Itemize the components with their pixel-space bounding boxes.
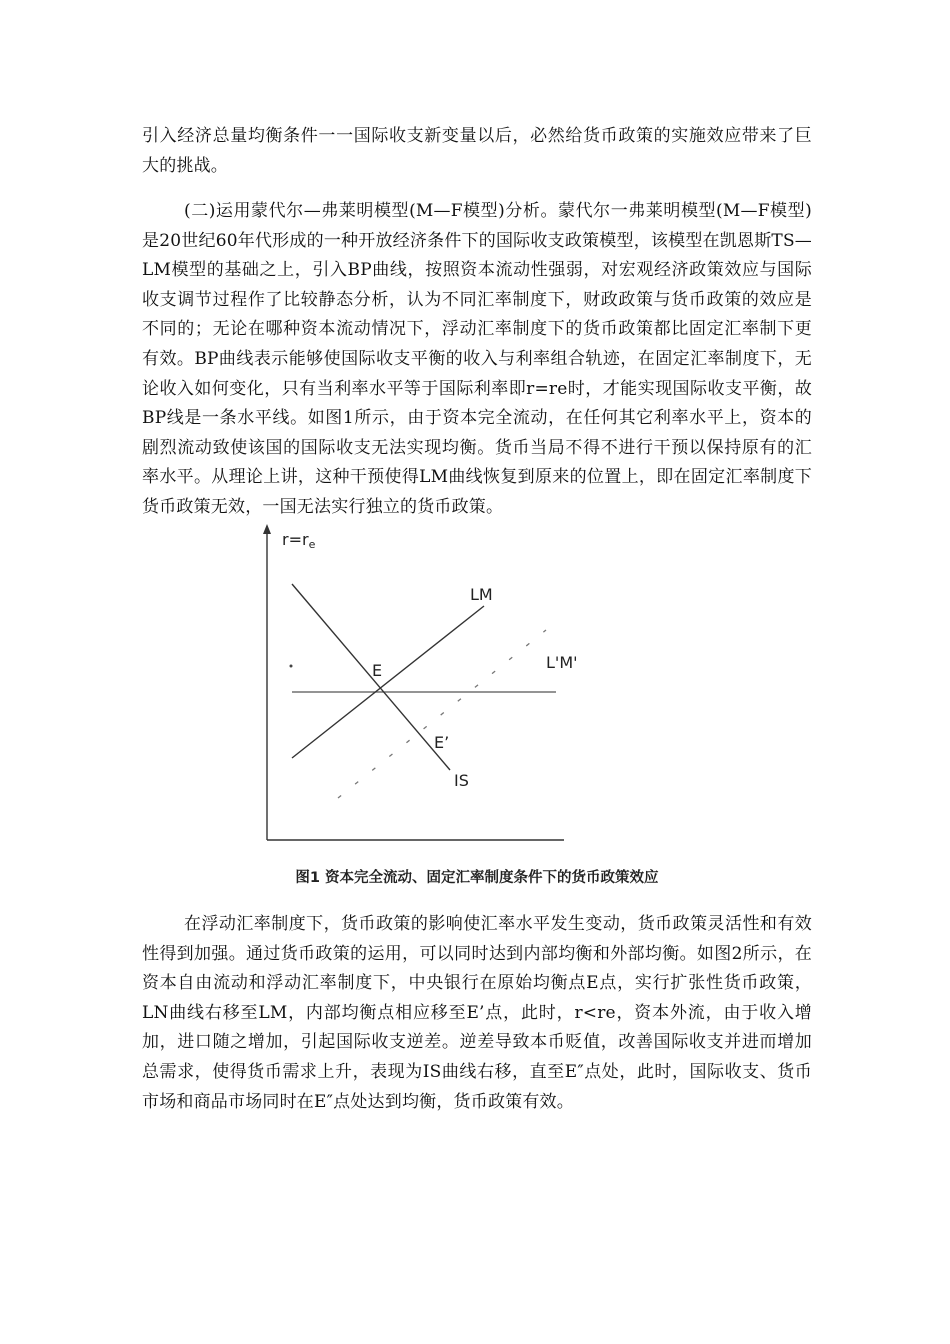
- point-e-prime-label: E’: [434, 733, 450, 752]
- y-axis-label: r=re: [282, 530, 316, 551]
- point-e-label: E: [372, 661, 383, 680]
- lm-curve: [292, 606, 484, 758]
- paragraph-3: 在浮动汇率制度下，货币政策的影响使汇率水平发生变动，货币政策灵活性和有效性得到加强。通过货币政策的运用，可以同时达到内部均衡和外部均衡。如图2所示，在资本自由流动和浮动汇率制度下，中央银行在原始均衡点E点，实行扩张性货币政策，LN曲线右移至LM，内部均衡点相应移至E’点，此时，r<re，资本外流，由于收入增加，进口随之增加，引起国际收支逆差。逆差导致本币贬值，改善国际收支并进而增加总需求，使得货币需求上升，表现为IS曲线右移，直至E″点处，此时，国际收支、货币市场和商品市场同时在E″点处达到均衡，货币政策有效。: [142, 914, 812, 1112]
- paragraph-1: 引入经济总量均衡条件一一国际收支新变量以后，必然给货币政策的实施效应带来了巨大的挑战。: [142, 126, 812, 176]
- y-axis-arrow: [263, 524, 271, 534]
- figure-1: [258, 518, 578, 854]
- lm-prime-curve: [338, 630, 546, 798]
- figure-caption: 图1 资本完全流动、固定汇率制度条件下的货币政策效应: [295, 870, 659, 886]
- lm-prime-label: L'M': [546, 653, 578, 672]
- stray-dot: [290, 665, 293, 668]
- paragraph-2: (二)运用蒙代尔—弗莱明模型(M—F模型)分析。蒙代尔一弗莱明模型(M—F模型)是20世纪60年代形成的一种开放经济条件下的国际收支政策模型，该模型在凯恩斯TS—LM模型的基础之上，引入BP曲线，按照资本流动性强弱，对宏观经济政策效应与国际收支调节过程作了比较静态分析，认为不同汇率制度下，财政政策与货币政策的效应是不同的；无论在哪种资本流动情况下，浮动汇率制度下的货币政策都比固定汇率制下更有效。BP曲线表示能够使国际收支平衡的收入与利率组合轨迹，在固定汇率制度下，无论收入如何变化，只有当利率水平等于国际利率即r=re时，才能实现国际收支平衡，故BP线是一条水平线。如图1所示，由于资本完全流动，在任何其它利率水平上，资本的剧烈流动致使该国的国际收支无法实现均衡。货币当局不得不进行干预以保持原有的汇率水平。从理论上讲，这种干预使得LM曲线恢复到原来的位置上，即在固定汇率制度下货币政策无效，一国无法实行独立的货币政策。: [142, 201, 812, 517]
- mundell-fleming-diagram: [258, 518, 578, 854]
- lm-label: LM: [470, 585, 493, 604]
- is-label: IS: [454, 771, 469, 790]
- is-curve: [292, 584, 450, 770]
